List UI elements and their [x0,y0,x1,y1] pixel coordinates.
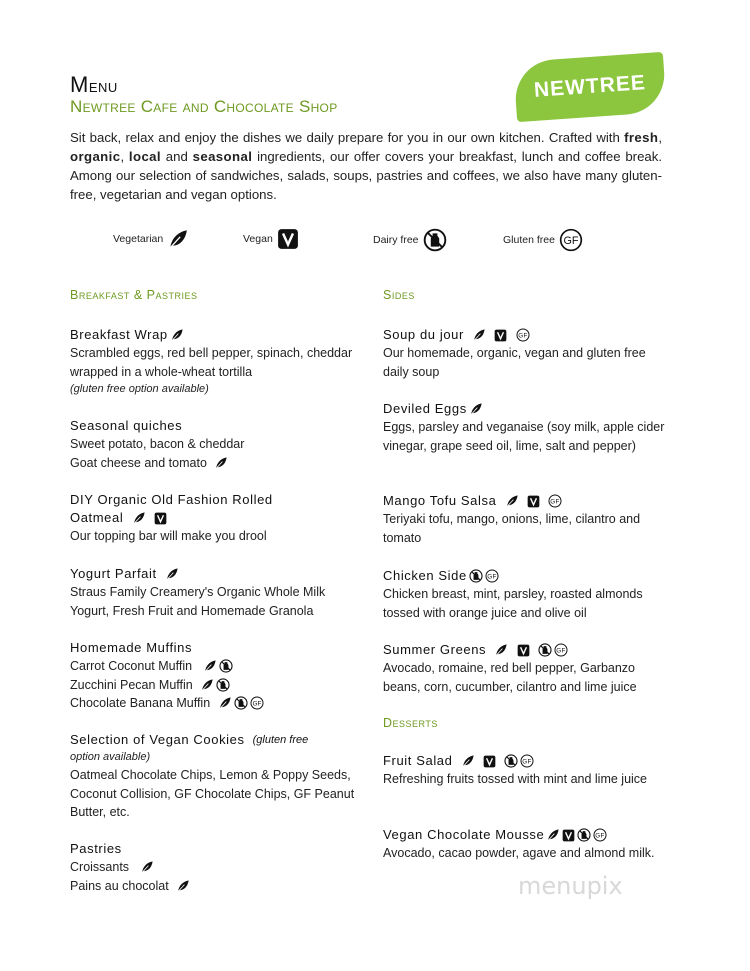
gluten-free-icon [554,643,568,657]
leaf-icon [505,494,519,508]
intro-paragraph: Sit back, relax and enjoy the dishes we daily prepare for you in our own kitchen. Crafted with fresh, organic, local and seasonal ingredients, our offer covers your breakfast, lunch and coffee break. Among our selection of sandwiches, salads, soups, pastries and coffees, we also have many gluten-free, vegetarian and vegan options. [70,130,663,202]
page-title: Menu [70,72,118,97]
item-diy-oatmeal: DIY Organic Old Fashion Rolled Oatmeal Our topping bar will make you drool [70,492,273,543]
gluten-free-icon [559,228,583,252]
item-vegan-chocolate-mousse: Vegan Chocolate Mousse Avocado, cacao powder, agave and almond milk. [383,827,655,860]
page-subtitle: Newtree Cafe and Chocolate Shop [70,97,338,116]
legend-gluten-free: Gluten free [503,228,583,252]
item-breakfast-wrap: Breakfast Wrap Scrambled eggs, red bell pepper, spinach, cheddar wrapped in a whole-wheat tortilla (gluten free option available) [70,327,353,395]
vegan-icon [517,644,530,657]
item-fruit-salad: Fruit Salad Refreshing fruits tossed with mint and lime juice [383,753,648,786]
item-yogurt-parfait: Yogurt Parfait Straus Family Creamery's Organic Whole Milk Yogurt, Fresh Fruit and Homemade Granola [70,566,326,618]
section-sides: Sides [383,288,415,302]
leaf-icon [140,860,154,874]
legend-vegetarian: Vegetarian [113,228,189,250]
vegan-icon [494,329,507,342]
leaf-icon [494,643,508,657]
leaf-icon [461,754,475,768]
gluten-free-icon [593,828,607,842]
dairy-free-icon [234,696,248,710]
leaf-icon [214,456,228,470]
legend-dairy-free: Dairy free [373,228,447,252]
item-vegan-cookies: Selection of Vegan Cookies (gluten free option available) Oatmeal Chocolate Chips, Lemon & Poppy Seeds, Coconut Collision, GF Chocolate Chips, GF Peanut Butter, etc. [70,732,355,819]
gluten-free-icon [250,696,264,710]
dairy-free-icon [216,678,230,692]
leaf-icon [469,402,483,416]
vegan-icon [154,512,167,525]
legend-vegan: Vegan [243,228,299,250]
leaf-icon [218,696,232,710]
leaf-icon [203,659,217,673]
logo-text: NEWTREE [533,71,647,102]
gluten-free-icon [516,328,530,342]
newtree-logo [513,52,667,122]
vegan-icon [277,228,299,250]
vegan-icon [527,495,540,508]
leaf-icon [472,328,486,342]
item-summer-greens: Summer Greens Avocado, romaine, red bell pepper, Garbanzo beans, corn, cucumber, cilantro and lime juice [383,642,637,694]
vegan-icon [562,829,575,842]
left-column [70,288,370,893]
dairy-free-icon [538,643,552,657]
item-seasonal-quiches: Seasonal quiches Sweet potato, bacon & cheddar Goat cheese and tomato [70,418,245,470]
dairy-free-icon [469,569,483,583]
item-soup-du-jour: Soup du jour Our homemade, organic, vegan and gluten free daily soup [383,327,646,379]
dairy-free-icon [219,659,233,673]
dairy-free-icon [423,228,447,252]
item-homemade-muffins: Homemade Muffins Carrot Coconut Muffin Zucchini Pecan Muffin Chocolate Banana Muffin [70,639,360,713]
section-breakfast-pastries: Breakfast & Pastries [70,288,198,302]
vegan-icon [483,755,496,768]
right-column [383,288,683,860]
leaf-icon [165,567,179,581]
section-desserts: Desserts [383,716,438,730]
gluten-free-icon [520,754,534,768]
item-deviled-eggs: Deviled Eggs Eggs, parsley and veganaise (soy milk, apple cider vinegar, grape seed oil, lime, salt and pepper) [383,401,665,453]
item-pastries: Pastries Croissants Pains au chocolat [70,840,360,895]
leaf-icon [132,511,146,525]
item-mango-tofu-salsa: Mango Tofu Salsa Teriyaki tofu, mango, onions, lime, cilantro and tomato [383,493,641,545]
dairy-free-icon [504,754,518,768]
leaf-icon [546,828,560,842]
leaf-icon [167,228,189,250]
gluten-free-icon [548,494,562,508]
leaf-icon [176,879,190,893]
dairy-free-icon [577,828,591,842]
menupix-watermark: menupix [518,872,623,900]
leaf-icon [200,678,214,692]
gluten-free-icon [485,569,499,583]
leaf-icon [170,328,184,342]
item-chicken-side: Chicken Side Chicken breast, mint, parsley, roasted almonds tossed with orange juice and olive oil [383,568,643,620]
legend [0,228,750,254]
